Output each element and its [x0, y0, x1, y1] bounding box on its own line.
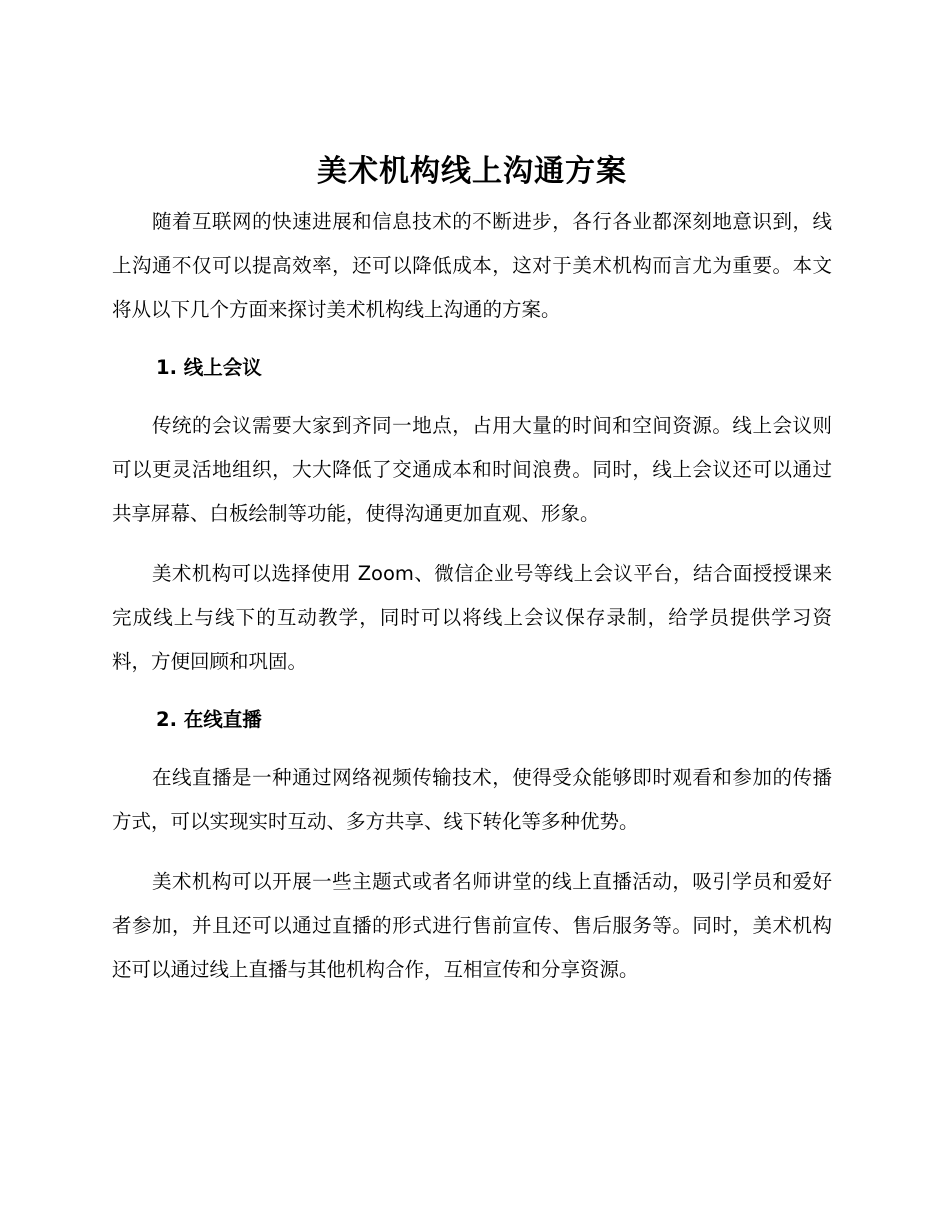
- spacer: [112, 332, 832, 346]
- spacer: [112, 742, 832, 756]
- spacer: [112, 390, 832, 404]
- section-paragraph: 在线直播是一种通过网络视频传输技术，使得受众能够即时观看和参加的传播方式，可以实现实时互动、多方共享、线下转化等多种优势。: [112, 766, 832, 833]
- section-paragraph: 美术机构可以开展一些主题式或者名师讲堂的线上直播活动，吸引学员和爱好者参加，并且还可以通过直播的形式进行售前宣传、售后服务等。同时，美术机构还可以通过线上直播与其他机构合作，互相宣传和分享资源。: [112, 870, 832, 981]
- section-paragraph: 美术机构可以选择使用 Zoom、微信企业号等线上会议平台，结合面授授课来完成线上与线下的互动教学，同时可以将线上会议保存录制，给学员提供学习资料，方便回顾和巩固。: [112, 562, 832, 673]
- document-page: [112, 150, 832, 992]
- spacer: [112, 684, 832, 698]
- section-paragraph: 传统的会议需要大家到齐同一地点，占用大量的时间和空间资源。线上会议则可以更灵活地组织，大大降低了交通成本和时间浪费。同时，线上会议还可以通过共享屏幕、白板绘制等功能，使得沟通更加直观、形象。: [112, 414, 832, 525]
- document-title: 美术机构线上沟通方案: [317, 154, 627, 189]
- section-heading-live-streaming: 2. 在线直播: [156, 708, 262, 731]
- spacer: [112, 536, 832, 552]
- intro-paragraph: 随着互联网的快速进展和信息技术的不断进步，各行各业都深刻地意识到，线上沟通不仅可以提高效率，还可以降低成本，这对于美术机构而言尤为重要。本文将从以下几个方面来探讨美术机构线上沟通的方案。: [112, 210, 832, 321]
- section-heading-online-meeting: 1. 线上会议: [156, 356, 262, 379]
- spacer: [112, 844, 832, 860]
